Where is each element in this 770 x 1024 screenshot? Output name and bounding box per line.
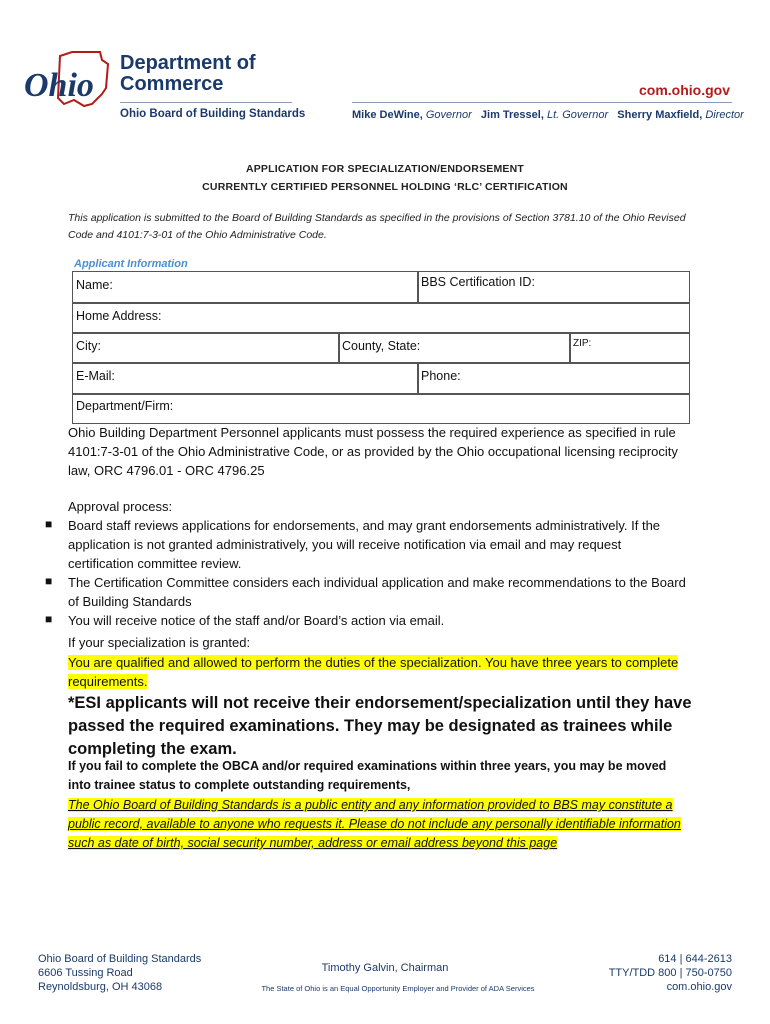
ohio-logo [22,48,122,118]
board-name: Ohio Board of Building Standards [120,108,306,120]
logo-text: Ohio [24,67,94,104]
city-field[interactable] [72,332,340,364]
cert-id-label: BBS Certification ID: [421,275,535,289]
email-label: E-Mail: [76,369,115,383]
phone-field[interactable] [417,362,690,395]
bullet-icon: ■ [45,612,53,626]
footer-contact: 614 | 644-2613 TTY/TDD 800 | 750-0750 com.ohio.gov [608,953,732,993]
obca-notice: If you fail to complete the OBCA and/or required examinations within three years, you may be moved into trainee status to complete outstanding requirements, [68,759,667,792]
footer-chairman: Timothy Galvin, Chairman [321,962,449,974]
header-divider-right [352,102,732,103]
cert-id-field[interactable] [417,271,690,304]
bullet-icon: ■ [45,517,53,531]
department-name: Department of Commerce [120,52,256,95]
requirement-paragraph: Ohio Building Department Personnel applicants must possess the required experience as specified in rule 4101:7-3-01 of the Ohio Administrative Code, or as provided by the Ohio occupational licensing reciprocity law, ORC 4796.01 - ORC 4796.25 [68,425,678,478]
website-link[interactable]: com.ohio.gov [639,82,730,98]
public-record-notice: The Ohio Board of Building Standards is a public entity and any information provided to BBS may constitute a public record, available to anyone who requests it. Please do not include any personally identifiable information such as date of birth, social security number, address or email address beyond this page [68,798,681,850]
approval-step: The Certification Committee considers each individual application and make recommendations to the Board of Building Standards [68,575,686,609]
zip-field[interactable] [569,332,690,364]
county-state-label: County, State: [342,339,421,353]
home-address-label: Home Address: [76,309,162,323]
name-field[interactable] [72,271,419,304]
bullet-icon: ■ [45,574,53,588]
section-heading: Applicant Information [74,258,188,270]
county-state-field[interactable] [338,332,571,364]
footer-address: Ohio Board of Building Standards 6606 Tussing Road Reynoldsburg, OH 43068 [38,953,202,993]
document-subtitle: CURRENTLY CERTIFIED PERSONNEL HOLDING ‘RLC’ CERTIFICATION [202,181,568,193]
approval-heading: Approval process: [68,499,173,514]
document-title: APPLICATION FOR SPECIALIZATION/ENDORSEMENT [245,163,525,175]
granted-heading: If your specialization is granted: [68,635,251,650]
phone-label: Phone: [421,369,461,383]
header-divider-left [120,102,292,103]
department-firm-label: Department/Firm: [76,399,174,413]
footer-website-link[interactable]: com.ohio.gov [666,981,732,993]
esi-notice: *ESI applicants will not receive their endorsement/specialization until they have passed the required examinations. They may be designated as trainees while completing the exam. [68,694,692,758]
approval-step: You will receive notice of the staff and/or Board’s action via email. [68,613,445,628]
intro-paragraph: This application is submitted to the Board of Building Standards as specified in the provisions of Section 3781.10 of the Ohio Revised Code and 4101:7-3-01 of the Ohio Administrative Code. [68,212,686,241]
granted-text: You are qualified and allowed to perform the duties of the specialization. You have three years to complete requirements. [68,655,679,689]
city-label: City: [76,339,101,353]
footer-equal-opportunity: The State of Ohio is an Equal Opportunity Employer and Provider of ADA Services [261,984,535,993]
name-label: Name: [76,278,113,292]
zip-label: ZIP: [573,338,592,349]
approval-step: Board staff reviews applications for endorsements, and may grant endorsements administratively. If the application is not granted administratively, you will receive notification via email and may request certification committee review. [68,518,661,571]
department-firm-field[interactable] [72,393,690,424]
officials-line: Mike DeWine, Governor Jim Tressel, Lt. Governor Sherry Maxfield, Director [352,109,744,121]
email-field[interactable] [72,362,419,395]
home-address-field[interactable] [72,302,690,334]
